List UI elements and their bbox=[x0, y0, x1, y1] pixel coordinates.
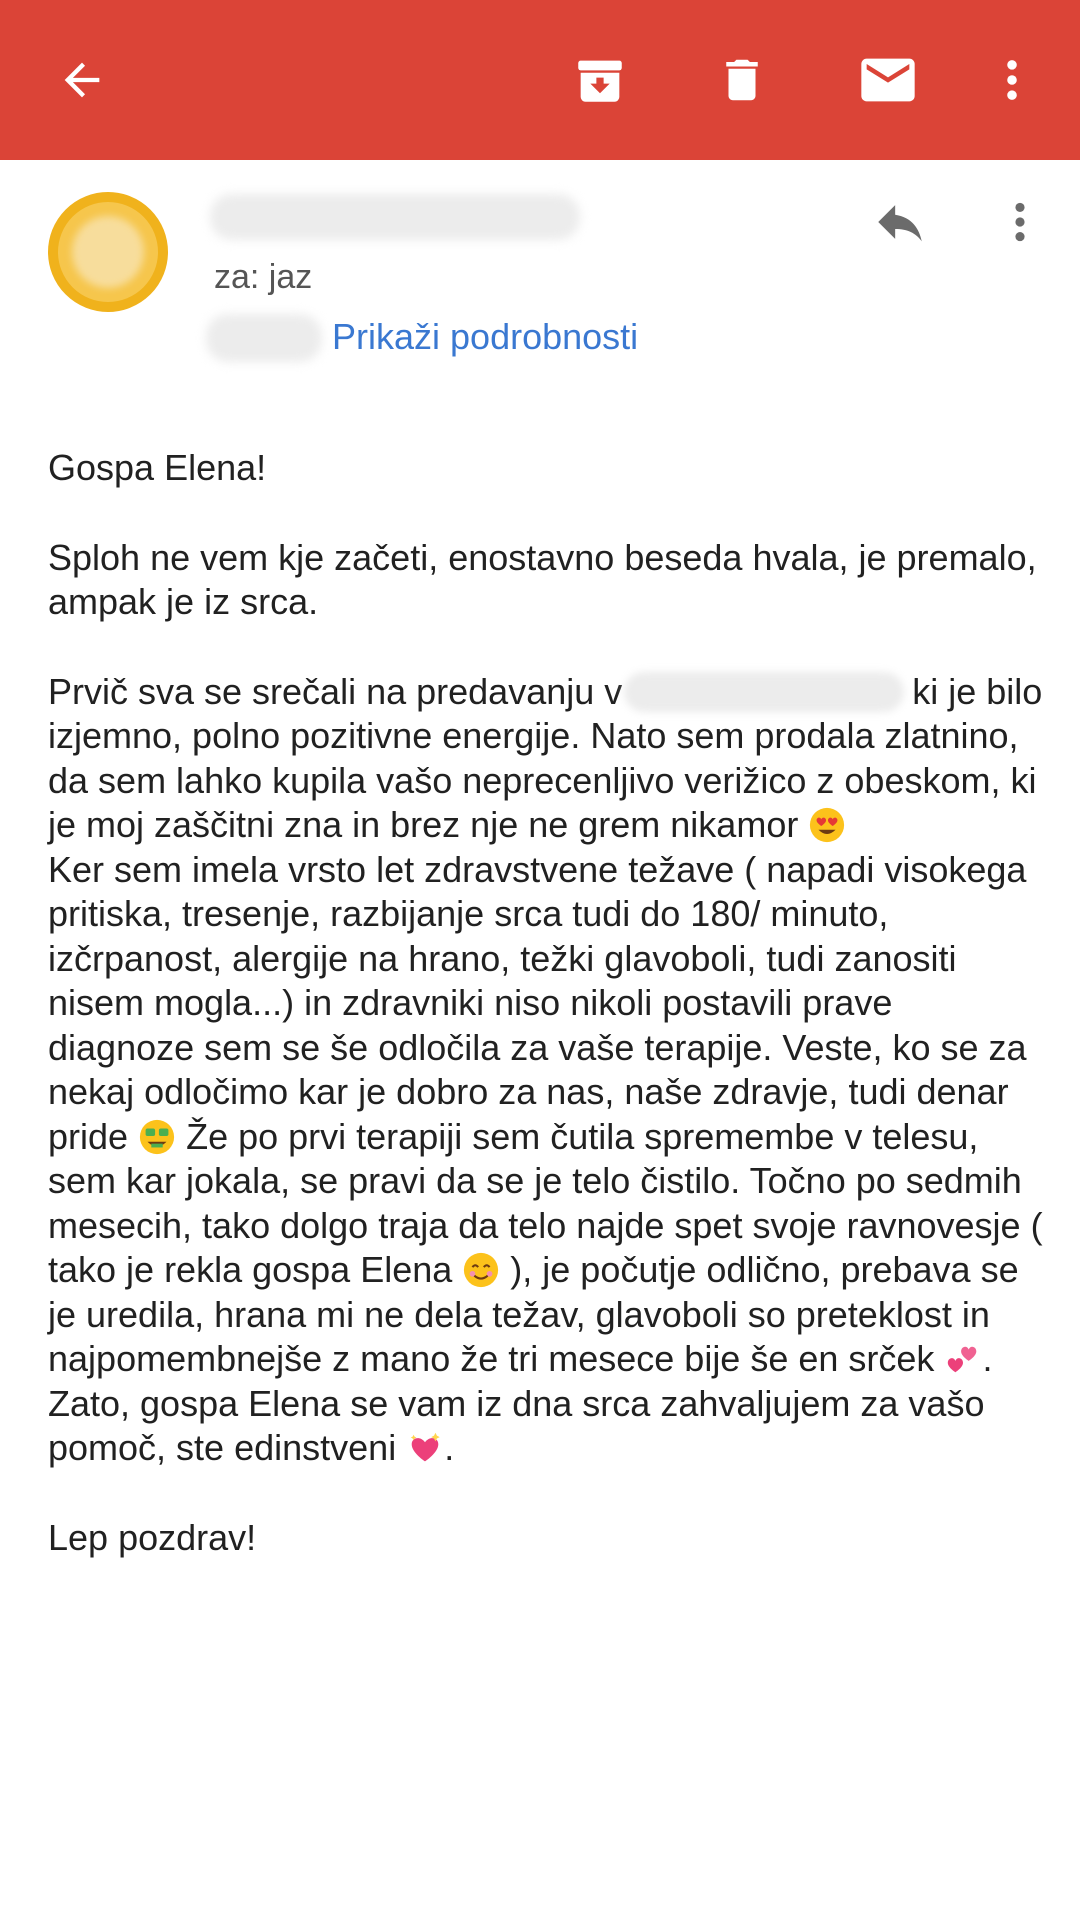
more-vert-icon bbox=[986, 54, 1038, 106]
paragraph-2 bbox=[48, 670, 1048, 848]
message-header bbox=[0, 160, 1080, 400]
reply-button[interactable] bbox=[862, 188, 938, 256]
more-vert-icon bbox=[995, 195, 1045, 249]
date-redacted bbox=[206, 314, 322, 362]
message-more-button[interactable] bbox=[990, 184, 1050, 260]
mark-unread-button[interactable] bbox=[848, 40, 928, 120]
paragraph-2-start: Prvič sva se srečali na predavanju v bbox=[48, 670, 623, 712]
more-options-button[interactable] bbox=[972, 40, 1052, 120]
paragraph-4-end: . bbox=[444, 1427, 455, 1468]
paragraph-4 bbox=[48, 1382, 1048, 1471]
closing: Lep pozdrav! bbox=[48, 1516, 257, 1558]
archive-button[interactable] bbox=[560, 40, 640, 120]
paragraph-3-part-2: Že po prvi terapiji sem čutila spremembe v telesu, sem kar jokala, se pravi da se je telo čistilo. Točno po sedmih mesecih, tako dolgo traja da telo najde spet svoje ravnovesje ( tako je rekla gospa Elena bbox=[48, 1115, 1043, 1290]
back-button[interactable] bbox=[42, 40, 122, 120]
smiling-face-emoji bbox=[462, 1251, 500, 1289]
sender-name-redacted bbox=[210, 194, 580, 240]
show-details-link[interactable]: Prikaži podrobnosti bbox=[332, 316, 639, 357]
paragraph-3 bbox=[48, 848, 1048, 1382]
heart-eyes-emoji bbox=[808, 806, 846, 844]
archive-icon bbox=[571, 51, 629, 109]
trash-icon bbox=[715, 53, 769, 107]
location-redacted bbox=[624, 672, 904, 712]
message-body bbox=[48, 446, 1048, 1560]
greeting: Gospa Elena! bbox=[48, 447, 267, 488]
money-face-emoji bbox=[138, 1118, 176, 1156]
paragraph-1: Sploh ne vem kje začeti, enostavno beseda hvala, je premalo, ampak je iz srca. bbox=[48, 536, 1037, 622]
reply-icon bbox=[871, 193, 929, 251]
avatar[interactable] bbox=[48, 192, 168, 312]
paragraph-3-part-4: . bbox=[982, 1338, 993, 1379]
back-arrow-icon bbox=[56, 54, 108, 106]
recipient-line: za: jaz bbox=[214, 258, 313, 296]
mail-icon bbox=[856, 48, 920, 112]
app-bar bbox=[0, 0, 1080, 160]
delete-button[interactable] bbox=[702, 40, 782, 120]
paragraph-3-part-3: ), je počutje odlično, prebava se je uredila, hrana mi ne dela težav, glavoboli so preteklost in najpomembnejše z mano že tri mesece bije še en srček bbox=[48, 1249, 1019, 1379]
paragraph-3-part-1: Ker sem imela vrsto let zdravstvene težave ( napadi visokega pritiska, tresenje, razbijanje srca tudi do 180/ minuto, izčrpanost, alergije na hrano, težki glavoboli, tudi zanositi nisem mogla...) in zdravniki niso nikoli postavili prave diagnoze sem se še odločila za vaše terapije. Veste, ko se za nekaj odločimo kar je dobro za nas, naše zdravje, tudi denar pride bbox=[48, 848, 1027, 1157]
paragraph-4-start: Zato, gospa Elena se vam iz dna srca zahvaljujem za vašo pomoč, ste edinstveni bbox=[48, 1382, 985, 1468]
sparkling-heart-emoji bbox=[406, 1429, 444, 1467]
two-hearts-emoji bbox=[944, 1340, 982, 1378]
paragraph-2-end: ki je bilo izjemno, polno pozitivne energije. Nato sem prodala zlatnino, da sem lahko kupila vašo neprecenljivo verižico z obeskom, ki je moj zaščitni zna in brez nje ne grem nikamor bbox=[48, 670, 1043, 845]
